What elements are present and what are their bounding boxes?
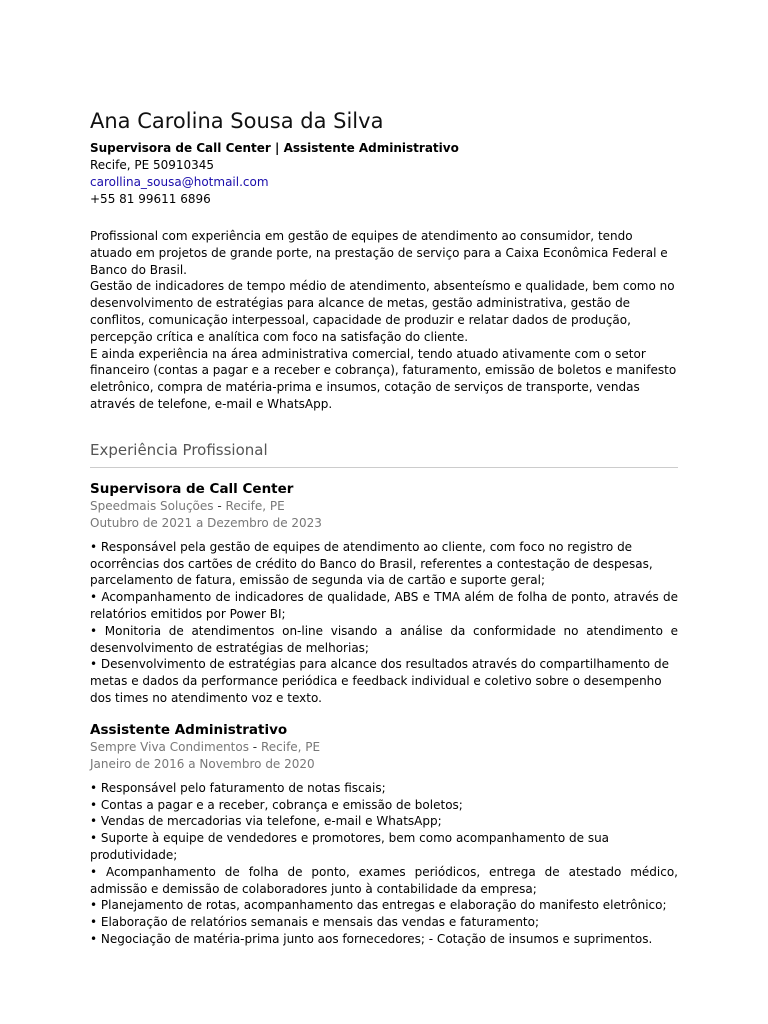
professional-summary (90, 228, 678, 413)
job-bullet: • Acompanhamento de indicadores de qualidade, ABS e TMA além de folha de ponto, através de relatórios emitidos por Power BI; (90, 590, 678, 621)
candidate-location: Recife, PE 50910345 (90, 158, 215, 172)
job-bullet: • Responsável pelo faturamento de notas fiscais; (90, 780, 386, 795)
candidate-phone: +55 81 99611 6896 (90, 192, 211, 206)
job-bullet: • Suporte à equipe de vendedores e promotores, bem como acompanhamento de sua produtividade; (90, 831, 610, 862)
job-period: Janeiro de 2016 a Novembro de 2020 (90, 756, 315, 771)
job-bullet: • Elaboração de relatórios semanais e mensais das vendas e faturamento; (90, 915, 540, 930)
job-separator: - (248, 739, 261, 754)
summary-paragraph: Gestão de indicadores de tempo médio de atendimento, absenteísmo e qualidade, bem como no desenvolvimento de estratégias para alcance de metas, gestão administrativa, gestão de conflitos, comunicação interpessoal, capacidade de produzir e relatar dados de produção, percepção crítica e analítica com foco na satisfação do cliente. (90, 279, 675, 344)
job-location: Recife, PE (260, 739, 321, 754)
job-bullet: • Vendas de mercadorias via telefone, e-mail e WhatsApp; (90, 814, 442, 829)
job-separator: - (213, 498, 226, 513)
job-entry (90, 480, 678, 707)
job-bullet: • Contas a pagar e a receber, cobrança e emissão de boletos; (90, 797, 463, 812)
job-location: Recife, PE (225, 498, 285, 513)
summary-paragraph: E ainda experiência na área administrativa comercial, tendo atuado ativamente com o setor financeiro (contas a pagar e a receber e cobrança), faturamento, emissão de boletos e manifesto eletrônico, compra de matéria-prima e insumos, cotação de serviços de transporte, vendas através de telefone, e-mail e WhatsApp. (90, 346, 677, 411)
summary-paragraph: Profissional com experiência em gestão de equipes de atendimento ao consumidor, tendo atuado em projetos de grande porte, na prestação de serviço para a Caixa Econômica Federal e Banco do Brasil. (90, 229, 668, 277)
resume-content (90, 107, 678, 948)
job-bullet: • Acompanhamento de folha de ponto, exames periódicos, entrega de atestado médico, admissão e demissão de colaboradores junto à contabilidade da empresa; (90, 864, 678, 896)
job-period: Outubro de 2021 a Dezembro de 2023 (90, 515, 322, 530)
job-company: Sempre Viva Condimentos (90, 739, 249, 754)
job-bullets (90, 539, 678, 707)
candidate-headline: Supervisora de Call Center | Assistente Administrativo (90, 141, 459, 155)
job-bullet: • Planejamento de rotas, acompanhamento das entregas e elaboração do manifesto eletrônico; (90, 898, 667, 913)
job-entry (90, 721, 678, 948)
candidate-email-link[interactable]: carollina_sousa@hotmail.com (90, 175, 269, 189)
job-bullet: • Negociação de matéria-prima junto aos fornecedores; - Cotação de insumos e suprimentos. (90, 931, 653, 946)
job-company-line (90, 498, 678, 515)
job-bullets (90, 780, 678, 948)
job-bullet: • Responsável pela gestão de equipes de atendimento ao cliente, com foco no registro de ocorrências dos cartões de crédito do Banco do Brasil, referentes a contestação de despesas, parcelamento de fatura, emissão de segunda via de cartão e suporte geral; (90, 539, 653, 588)
job-title: Assistente Administrativo (90, 721, 288, 738)
job-company-line (90, 739, 678, 756)
job-bullet: • Monitoria de atendimentos on-line visando a análise da conformidade no atendimento e desenvolvimento de estratégias de melhorias; (90, 623, 678, 655)
experience-section-title: Experiência Profissional (90, 440, 678, 468)
job-title: Supervisora de Call Center (90, 480, 294, 497)
candidate-name: Ana Carolina Sousa da Silva (90, 109, 384, 133)
job-bullet: • Desenvolvimento de estratégias para alcance dos resultados através do compartilhamento de metas e dados da performance periódica e feedback individual e coletivo sobre o desempenho dos times no atendimento voz e texto. (90, 657, 669, 705)
job-company: Speedmais Soluções (90, 498, 214, 513)
